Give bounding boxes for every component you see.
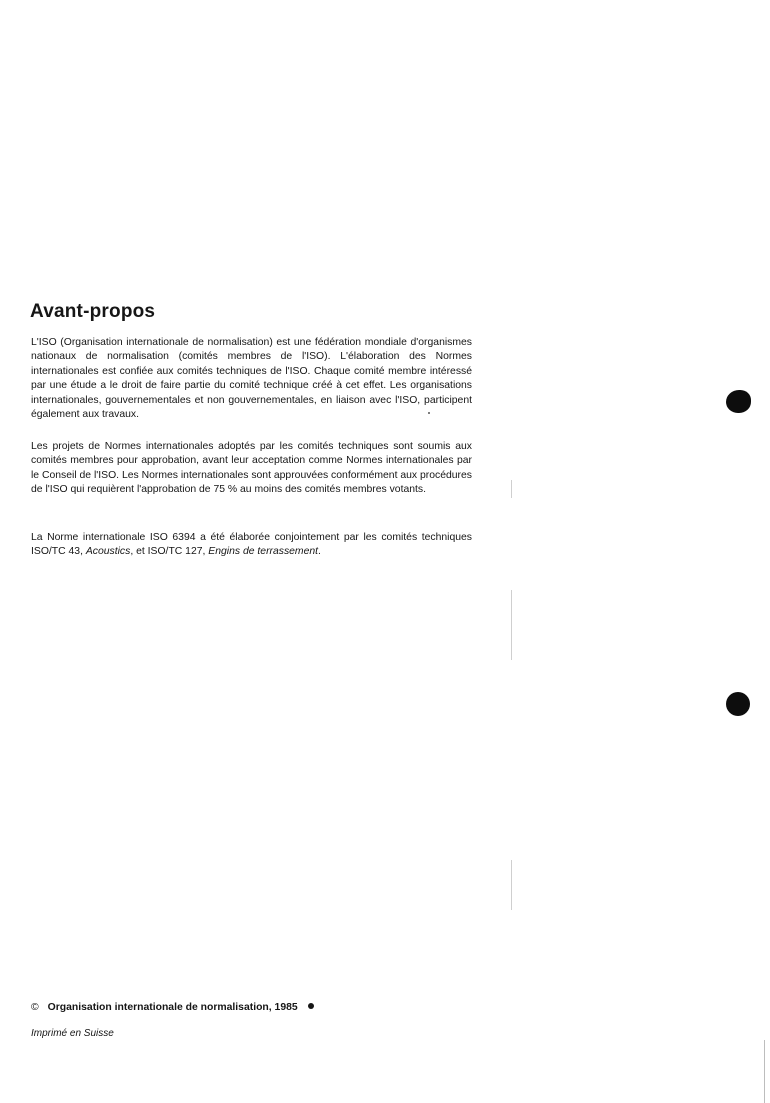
paragraph-standard-origin [31, 531, 472, 560]
scan-edge-line [764, 1040, 765, 1103]
section-heading: Avant-propos [30, 301, 156, 322]
paragraph-text-part3: . [318, 546, 321, 558]
committee-name-acoustics: Acoustics [85, 546, 131, 558]
scan-speck [428, 412, 430, 414]
punch-hole-icon [726, 390, 751, 413]
copyright-text: Organisation internationale de normalisation, 1985 [47, 1002, 298, 1013]
scan-line [511, 590, 512, 660]
bullet-dot-icon [308, 1003, 314, 1009]
scan-line [511, 860, 512, 910]
copyright-symbol: © [31, 1002, 39, 1013]
paragraph-text-part2: , et ISO/TC 127, [130, 546, 209, 558]
printed-in-note: Imprimé en Suisse [31, 1028, 114, 1039]
paragraph-approval-procedure: Les projets de Normes internationales adoptés par les comités techniques sont soumis aux comités membres pour approbation, avant leur acceptation comme Normes internationales par le Conseil de l'ISO. Les Normes internationales sont approuvées conformément aux procédures de l'ISO qui requièrent l'approbation de 75 % au moins des comités membres votants. [31, 441, 472, 496]
paragraph-text-part1: La Norme internationale ISO 6394 a été élaborée conjointement par les comités techniques ISO/TC 43, [31, 532, 472, 558]
committee-name-earthmoving: Engins de terrassement [208, 546, 319, 558]
scan-line [511, 480, 512, 498]
copyright-line [31, 1002, 314, 1013]
paragraph-iso-organisation: L'ISO (Organisation internationale de normalisation) est une fédération mondiale d'organismes nationaux de normalisation (comités membres de l'ISO). L'élaboration des Normes internationales est confiée aux comités techniques de l'ISO. Chaque comité membre intéressé par une étude a le droit de faire partie du comité technique créé à cet effet. Les organisations internationales, gouvernementales et non gouvernementales, en liaison avec l'ISO, participent également aux travaux. [31, 337, 472, 421]
punch-hole-icon [726, 692, 750, 716]
